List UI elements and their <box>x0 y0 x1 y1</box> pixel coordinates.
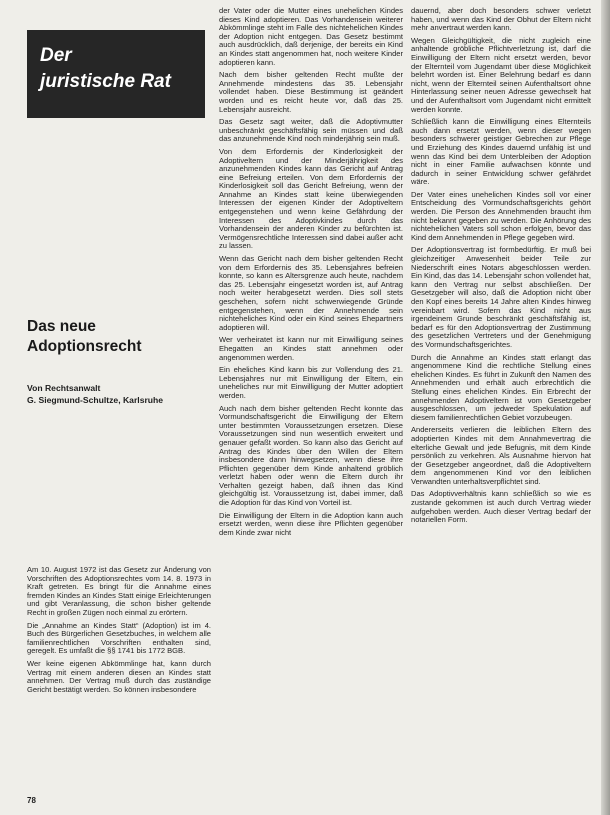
page-number: 78 <box>27 796 36 805</box>
paragraph: Auch nach dem bisher geltenden Recht konnte das Vormundschaftsgericht die Einwilligung der Eltern unter bestimmten Voraussetzungen ersetzen. Diese Voraussetzungen sind nun wesentlich erweitert und genauer gefaßt worden. So kann also das Gericht auf Antrag des Kindes über den Willen der Eltern insbesondere dann hinwegsetzen, wenn diese ihre Pflichten gegenüber dem Kinde anhaltend gröblich verletzt haben oder wenn die Eltern durch ihr Verhalten gezeigt haben, daß ihnen das Kind gleichgültig ist. Voraussetzung ist, dabei immer, daß die Adoption für das Kind von Vorteil ist. <box>219 403 403 508</box>
paragraph: Der Adoptionsvertrag ist formbedürftig. Er muß bei gleichzeitiger Anwesenheit beider Teile zur Niederschrift eines Notars abgeschlossen werden. Ein Kind, das das 14. Lebensjahr schon vollendet hat, kann den Vertrag nur selbst abschließen. Der Gesetzgeber will also, daß die Adoption nicht über den Kopf eines bereits 14 Jahre alten Kindes hinweg vereinbart wird. Sofern das Kind nicht aus irgendeinem Grunde beschränkt geschäftsfähig ist, bedarf es für den Adoptionsvertrag der Zustimmung des gesetzlichen Vertreters und der Genehmigung des Vormundschaftsgerichtes. <box>411 245 591 349</box>
text-column-3 <box>411 7 591 529</box>
article-byline <box>27 382 217 406</box>
paragraph: Das Adoptivverhältnis kann schließlich so wie es zustande gekommen ist auch durch Vertrag wieder aufgehoben werden. Auch dieser Vertrag bedarf der notariellen Form. <box>411 489 591 525</box>
paragraph: Wer verheiratet ist kann nur mit Einwilligung seines Ehegatten an Kindes statt annehmen oder angenommen werden. <box>219 335 403 362</box>
paragraph: Schließlich kann die Einwilligung eines Elternteils auch dann ersetzt werden, wenn dieser wegen besonders schwerer geistiger Gebrechen zur Pflege und Erziehung des Kindes dauernd unfähig ist und wenn das Kind bei dem Unterbleiben der Adoption nicht in einer Familie aufwachsen könnte und dadurch in seiner Entwicklung schwer gefährdet wäre. <box>411 117 591 187</box>
byline-line1: Von Rechtsanwalt <box>27 383 101 393</box>
paragraph: Die „Annahme an Kindes Statt“ (Adoption) ist im 4. Buch des Bürgerlichen Gesetzbuches, in welchem alle familienrechtlichen Vorschriften enthalten sind, geregelt. Es umfaßt die §§ 1741 bis 1772 BGB. <box>27 620 211 656</box>
paragraph: Am 10. August 1972 ist das Gesetz zur Änderung von Vorschriften des Adoptionsrechtes vom 14. 8. 1973 in Kraft getreten. Es bringt für die Annahme eines fremden Kindes an Kindes Statt einige Erleichterungen und gibt Veranlassung, die schon bisher geltende Recht in großen Zügen noch einmal zu erörtern. <box>27 565 211 617</box>
article-title-line2: Adoptionsrecht <box>27 338 142 355</box>
paragraph: Das Gesetz sagt weiter, daß die Adoptivmutter unbeschränkt geschäftsfähig sein müssen und daß das anzunehmende Kind noch minderjährig sein muß. <box>219 117 403 144</box>
paragraph: Wer keine eigenen Abkömmlinge hat, kann durch Vertrag mit einem anderen diesen an Kindes statt annehmen. Der Vertrag muß durch das zuständige Gericht bestätigt werden. So können insbesondere <box>27 658 211 694</box>
paragraph: Nach dem bisher geltenden Recht mußte der Annehmende mindestens das 35. Lebensjahr vollendet haben. Diese Bestimmung ist geändert worden und es reicht heute vor, daß das 25. Lebensjahr ausreicht. <box>219 70 403 114</box>
paragraph: Die Einwilligung der Eltern in die Adoption kann auch ersetzt werden, wenn diese ihre Pflichten gegenüber dem Kinde zwar nicht <box>219 510 403 537</box>
paragraph: Von dem Erfordernis der Kinderlosigkeit der Adoptiveltern und der Minderjährigkeit des anzunehmenden Kindes kann das Gericht auf Antrag eine Befreiung erteilen. Von dem Erfordernis der Kinderlosigkeit soll das Gericht Befreiung, wenn der Annahme an Kindes statt keine überwiegenden Interessen der eigenen Kinder der Adoptiveltern entgegenstehen und wenn keine Gefährdung der Interessen des Adoptivkindes durch das Vorhandensein der anderen Kinder zu befürchten ist. Vermögensrechtliche Interessen sind dabei außer acht zu lassen. <box>219 146 403 251</box>
paragraph: Der Vater eines unehelichen Kindes soll vor einer Entscheidung des Vormundschaftsgerichts gehört werden. Die Person des Annehmenden braucht ihm nicht bekannt gegeben zu werden. Die Anhörung des nichtehelichen Vaters soll schon erfolgen, bevor das Kind dem Annehmenden in Pflege gegeben wird. <box>411 189 591 242</box>
paragraph: Andererseits verlieren die leiblichen Eltern des adoptierten Kindes mit dem Annahmevertrag die elterliche Gewalt und jede Befugnis, mit dem Kinde persönlich zu verkehren. Als Ausnahme hiervon hat der Gesetzgeber angeordnet, daß die Adoptiveltern dem angenommenen Kind vor den leiblichen Verwandten unterhaltsverpflichtet sind. <box>411 425 591 486</box>
article-title <box>27 317 212 357</box>
section-header-box <box>27 30 205 118</box>
paragraph: Durch die Annahme an Kindes statt erlangt das angenommene Kind die rechtliche Stellung eines ehelichen Kindes. Es führt in Zukunft den Namen des Annehmenden und erhält auch erbrechtlich die Stellung eines ehelichen Kindes. Ein Erbrecht der annehmenden Adoptiveltern ist vom Gesetzgeber ausgeschlossen, um jedweder Spekulation auf diesem familienrechtlichen Gebiet vorzubeugen. <box>411 352 591 422</box>
paragraph: Ein eheliches Kind kann bis zur Vollendung des 21. Lebensjahres nur mit Einwilligung der Eltern, ein uneheliches nur mit Einwilligung der Mutter adoptiert werden. <box>219 365 403 400</box>
paragraph: Wegen Gleichgültigkeit, die nicht zugleich eine anhaltende gröbliche Pflichtverletzung ist, darf die Einwilligung der Eltern nicht ersetzt werden, bevor der Elternteil vom Jugendamt über diese Möglichkeit belehrt worden ist. Einer Belehrung bedarf es dann nicht, wenn der Elternteil seinen Aufenthaltsort ohne Hinterlassung seiner neuen Adresse gewechselt hat und der Aufenthaltsort vom Jugendamt nicht ermittelt werden konnte. <box>411 35 591 114</box>
text-column-1 <box>27 566 211 698</box>
text-column-2 <box>219 7 403 541</box>
section-header-line2: juristische Rat <box>40 71 171 92</box>
section-header-line1: Der <box>40 45 72 66</box>
article-title-line1: Das neue <box>27 318 96 335</box>
byline-line2: G. Siegmund-Schultze, Karlsruhe <box>27 395 164 405</box>
page-edge-shadow <box>601 0 610 815</box>
paragraph: dauernd, aber doch besonders schwer verletzt haben, und wenn das Kind der Obhut der Eltern nicht mehr anvertraut werden kann. <box>411 6 591 33</box>
paragraph: Wenn das Gericht nach dem bisher geltenden Recht von dem Erfordernis des 35. Lebensjahres befreien konnte, so kann es Altersgrenze auch heute, nachdem das 25. Lebensjahr eingesetzt worden ist, auf Antrag noch weiter herabgesetzt werden. Dies soll stets geschehen, sofern nicht schwerwiegende Gründe entgegenstehen, wenn der Annehmende sein nichteheliches Kind oder ein Kind seines Ehepartners adoptieren will. <box>219 254 403 332</box>
paragraph: der Vater oder die Mutter eines unehelichen Kindes dieses Kind adoptieren. Das Vorhandensein weiterer Abkömmlinge steht im Falle des nichtehelichen Kindes der Adoption nicht entgegen. Das Gesetz bestimmt auch ausdrücklich, daß derjenige, der bereits ein Kind an Kindes statt angenommen hat, noch weitere Kinder adoptieren kann. <box>219 6 403 67</box>
